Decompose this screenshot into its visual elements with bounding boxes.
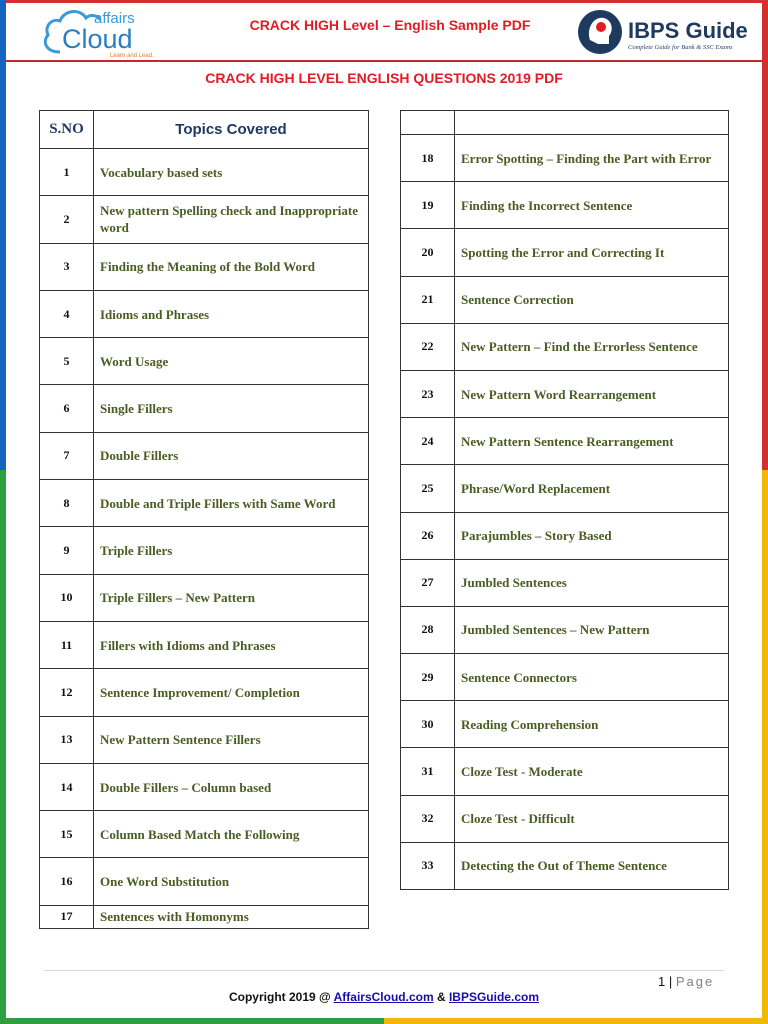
page-number-value: 1	[658, 974, 666, 989]
row-number: 10	[40, 574, 94, 621]
row-number: 5	[40, 338, 94, 385]
row-number: 12	[40, 669, 94, 716]
blank-header-cell	[455, 111, 729, 135]
page-number	[658, 974, 714, 989]
document-title: CRACK HIGH LEVEL ENGLISH QUESTIONS 2019 PDF	[205, 70, 563, 86]
row-number: 15	[40, 811, 94, 858]
row-number: 8	[40, 480, 94, 527]
affairscloud-logo	[38, 6, 168, 58]
row-number: 23	[401, 370, 455, 417]
table-row	[40, 621, 369, 668]
row-topic: New Pattern Sentence Rearrangement	[455, 418, 729, 465]
logo-affairs-text: affairs	[94, 10, 135, 27]
row-number: 9	[40, 527, 94, 574]
row-number: 28	[401, 606, 455, 653]
row-topic: Column Based Match the Following	[94, 811, 369, 858]
row-topic: Triple Fillers	[94, 527, 369, 574]
row-topic: Triple Fillers – New Pattern	[94, 574, 369, 621]
table-row	[401, 559, 729, 606]
row-topic: Phrase/Word Replacement	[455, 465, 729, 512]
row-number: 21	[401, 276, 455, 323]
row-topic: New Pattern Word Rearrangement	[455, 370, 729, 417]
table-row	[401, 512, 729, 559]
row-number: 16	[40, 858, 94, 905]
row-number: 4	[40, 290, 94, 337]
row-topic: Single Fillers	[94, 385, 369, 432]
table-row	[40, 574, 369, 621]
table-row	[401, 135, 729, 182]
table-row	[40, 196, 369, 243]
row-topic: Parajumbles – Story Based	[455, 512, 729, 559]
table-row	[401, 795, 729, 842]
row-topic: Sentence Connectors	[455, 654, 729, 701]
table-row	[401, 465, 729, 512]
ibpsguide-logo	[576, 8, 756, 56]
page-label: Page	[675, 974, 715, 989]
table-row	[40, 290, 369, 337]
table-row	[40, 763, 369, 810]
table-row	[401, 370, 729, 417]
row-number: 17	[40, 905, 94, 928]
table-row	[40, 243, 369, 290]
row-topic: Sentence Correction	[455, 276, 729, 323]
row-number: 33	[401, 842, 455, 889]
table-row	[401, 182, 729, 229]
topics-table-right	[400, 110, 729, 890]
frame-bottom-yellow-border	[384, 1018, 768, 1024]
row-number: 29	[401, 654, 455, 701]
row-number: 11	[40, 621, 94, 668]
row-topic: Cloze Test - Moderate	[455, 748, 729, 795]
copyright-text: Copyright 2019 @	[228, 990, 334, 1004]
row-number: 24	[401, 418, 455, 465]
row-number: 31	[401, 748, 455, 795]
blank-header-cell	[401, 111, 455, 135]
row-topic: Double Fillers	[94, 432, 369, 479]
table-row	[40, 432, 369, 479]
row-number: 2	[40, 196, 94, 243]
row-number: 1	[40, 149, 94, 196]
table-row	[40, 527, 369, 574]
row-topic: New Pattern – Find the Errorless Sentence	[455, 323, 729, 370]
copyright-footer	[0, 990, 768, 1004]
row-number: 18	[401, 135, 455, 182]
row-number: 6	[40, 385, 94, 432]
row-topic: Word Usage	[94, 338, 369, 385]
table-row	[401, 323, 729, 370]
table-row	[40, 669, 369, 716]
column-header-topics: Topics Covered	[94, 111, 369, 149]
affairscloud-link[interactable]: AffairsCloud.com	[333, 990, 434, 1004]
footer-divider	[44, 970, 724, 971]
table-row	[401, 654, 729, 701]
table-row	[40, 149, 369, 196]
row-number: 27	[401, 559, 455, 606]
row-topic: New Pattern Sentence Fillers	[94, 716, 369, 763]
table-row	[401, 418, 729, 465]
logo-tagline-text: Learn and Lead.	[110, 53, 154, 58]
header-title: CRACK HIGH Level – English Sample PDF	[249, 17, 531, 33]
table-row	[40, 338, 369, 385]
row-topic: One Word Substitution	[94, 858, 369, 905]
row-topic: Cloze Test - Difficult	[455, 795, 729, 842]
row-number: 7	[40, 432, 94, 479]
table-row	[401, 606, 729, 653]
row-number: 13	[40, 716, 94, 763]
row-topic: Reading Comprehension	[455, 701, 729, 748]
row-topic: Finding the Incorrect Sentence	[455, 182, 729, 229]
logo-ibps-tagline: Complete Guide for Bank & SSC Exams	[628, 44, 733, 51]
row-topic: Fillers with Idioms and Phrases	[94, 621, 369, 668]
table-row	[40, 905, 369, 928]
ibpsguide-link[interactable]: IBPSGuide.com	[448, 990, 539, 1004]
frame-right-yellow-border	[762, 470, 768, 1024]
table-header-row-blank	[401, 111, 729, 135]
row-topic: Jumbled Sentences – New Pattern	[455, 606, 729, 653]
table-row	[401, 748, 729, 795]
table-row	[40, 480, 369, 527]
row-number: 19	[401, 182, 455, 229]
row-number: 14	[40, 763, 94, 810]
frame-bottom-green-border	[0, 1018, 384, 1024]
row-topic: Double and Triple Fillers with Same Word	[94, 480, 369, 527]
row-topic: Finding the Meaning of the Bold Word	[94, 243, 369, 290]
row-topic: Idioms and Phrases	[94, 290, 369, 337]
header-divider	[6, 60, 762, 62]
row-topic: Jumbled Sentences	[455, 559, 729, 606]
row-number: 25	[401, 465, 455, 512]
table-row	[40, 385, 369, 432]
row-number: 22	[401, 323, 455, 370]
frame-left-green-border	[0, 470, 6, 1024]
logo-cloud-text: Cloud	[62, 24, 133, 54]
table-row	[401, 701, 729, 748]
table-row	[401, 842, 729, 889]
row-number: 20	[401, 229, 455, 276]
row-topic: Spotting the Error and Correcting It	[455, 229, 729, 276]
column-header-sno: S.NO	[40, 111, 94, 149]
table-row	[401, 276, 729, 323]
row-number: 3	[40, 243, 94, 290]
topics-table-left	[39, 110, 369, 929]
table-row	[40, 858, 369, 905]
page-number-separator: |	[668, 974, 673, 989]
table-header-row	[40, 111, 369, 149]
row-topic: Vocabulary based sets	[94, 149, 369, 196]
row-number: 32	[401, 795, 455, 842]
logo-ibps-text: IBPS Guide	[628, 18, 748, 43]
row-topic: Sentence Improvement/ Completion	[94, 669, 369, 716]
row-topic: Sentences with Homonyms	[94, 905, 369, 928]
table-row	[40, 716, 369, 763]
row-topic: Double Fillers – Column based	[94, 763, 369, 810]
row-topic: Error Spotting – Finding the Part with Error	[455, 135, 729, 182]
row-number: 26	[401, 512, 455, 559]
table-row	[401, 229, 729, 276]
copyright-ampersand: &	[433, 990, 449, 1004]
row-number: 30	[401, 701, 455, 748]
table-row	[40, 811, 369, 858]
row-topic: Detecting the Out of Theme Sentence	[455, 842, 729, 889]
row-topic: New pattern Spelling check and Inappropriate word	[94, 196, 369, 243]
